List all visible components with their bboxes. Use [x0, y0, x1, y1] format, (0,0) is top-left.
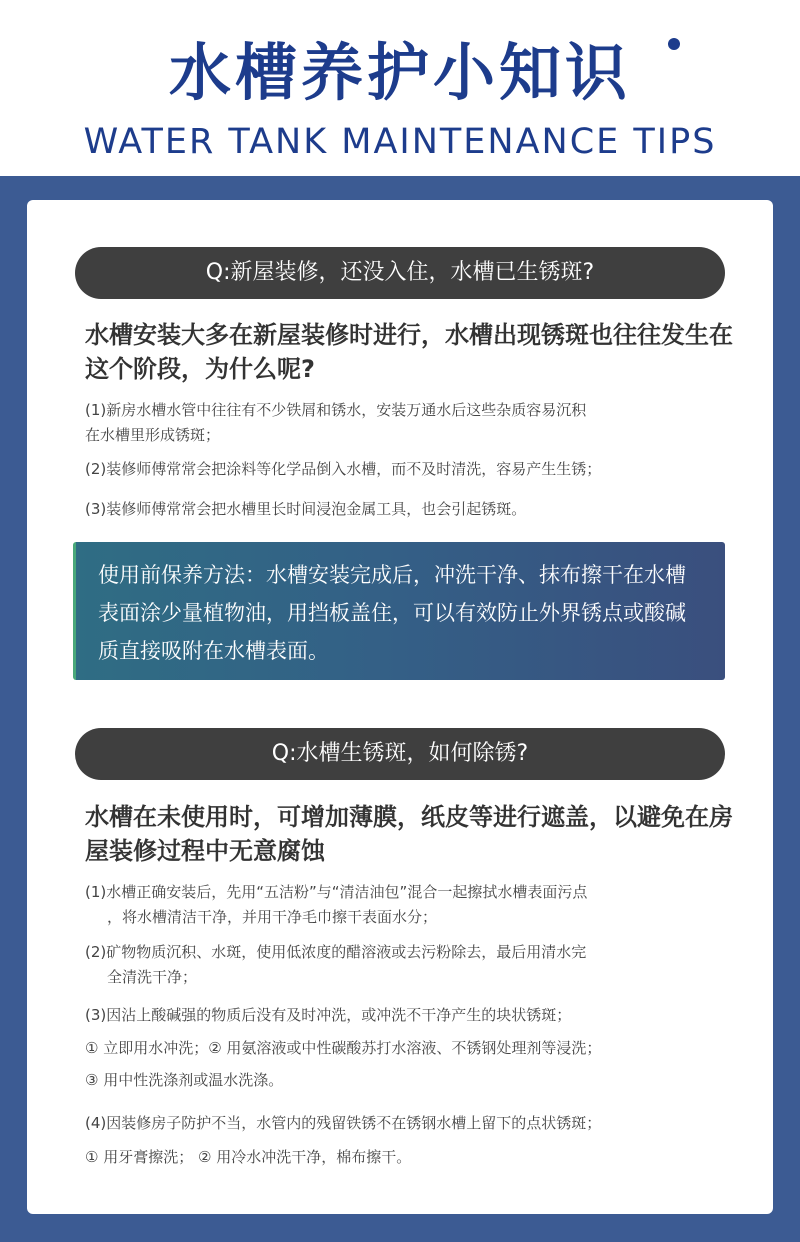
- item-line: ① 立即用水冲洗；② 用氨溶液或中性碳酸苏打水溶液、不锈钢处理剂等浸洗；: [85, 1039, 602, 1057]
- section-1-lead: 水槽安装大多在新屋装修时进行，水槽出现锈斑也往往发生在这个阶段，为什么呢?: [85, 321, 733, 383]
- section-1-item-3: [85, 497, 735, 522]
- section-2-item-4: [85, 1111, 735, 1136]
- question-2-pill: Q:水槽生锈斑，如何除锈?: [75, 728, 725, 780]
- item-line: ③ 用中性洗涤剂或温水洗涤。: [85, 1071, 284, 1089]
- section-1-item-1: [85, 398, 735, 448]
- section-2-item-4a: [85, 1145, 735, 1170]
- section-2-item-1: [85, 880, 735, 930]
- section-1-item-2: [85, 457, 735, 482]
- page-subtitle: WATER TANK MAINTENANCE TIPS: [83, 122, 717, 162]
- section-2-item-3b: [85, 1068, 735, 1093]
- section-2-item-2: [85, 940, 735, 990]
- page-header: [0, 0, 800, 176]
- item-line: (4)因装修房子防护不当，水管内的残留铁锈不在锈钢水槽上留下的点状锈斑；: [85, 1114, 602, 1132]
- section-2-lead: 水槽在未使用时，可增加薄膜，纸皮等进行遮盖，以避免在房屋装修过程中无意腐蚀: [85, 803, 733, 865]
- item-line: (1)新房水槽水管中往往有不少铁屑和锈水，安装万通水后这些杂质容易沉积: [85, 401, 587, 419]
- section-2-item-3a: [85, 1036, 735, 1061]
- item-line: (3)装修师傅常常会把水槽里长时间浸泡金属工具，也会引起锈斑。: [85, 500, 527, 518]
- item-line: (2)装修师傅常常会把涂料等化学品倒入水槽，而不及时清洗，容易产生生锈；: [85, 460, 602, 478]
- item-line: ① 用牙膏擦洗； ② 用冷水冲洗干净，棉布擦干。: [85, 1148, 412, 1166]
- item-line: (3)因沾上酸碱强的物质后没有及时冲洗，或冲洗不干净产生的块状锈斑；: [85, 1006, 572, 1024]
- item-line: 全清洗干净；: [107, 968, 198, 986]
- section-2-item-3: [85, 1003, 735, 1028]
- title-dot-icon: [668, 38, 680, 50]
- item-line: (2)矿物物质沉积、水斑，使用低浓度的醋溶液或去污粉除去，最后用清水完: [85, 943, 587, 961]
- maintenance-tip-box: 使用前保养方法：水槽安装完成后，冲洗干净、抹布擦干在水槽表面涂少量植物油，用挡板盖住，可以有效防止外界锈点或酸碱质直接吸附在水槽表面。: [73, 542, 725, 680]
- item-line: (1)水槽正确安装后，先用“五洁粉”与“清洁油包”混合一起擦拭水槽表面污点: [85, 883, 588, 901]
- question-1-pill: Q:新屋装修，还没入住，水槽已生锈斑?: [75, 247, 725, 299]
- item-line: 在水槽里形成锈斑；: [85, 426, 221, 444]
- page-title: 水槽养护小知识: [168, 36, 631, 109]
- item-line: ，将水槽清洁干净，并用干净毛巾擦干表面水分；: [107, 908, 438, 926]
- content-card: [27, 200, 773, 1214]
